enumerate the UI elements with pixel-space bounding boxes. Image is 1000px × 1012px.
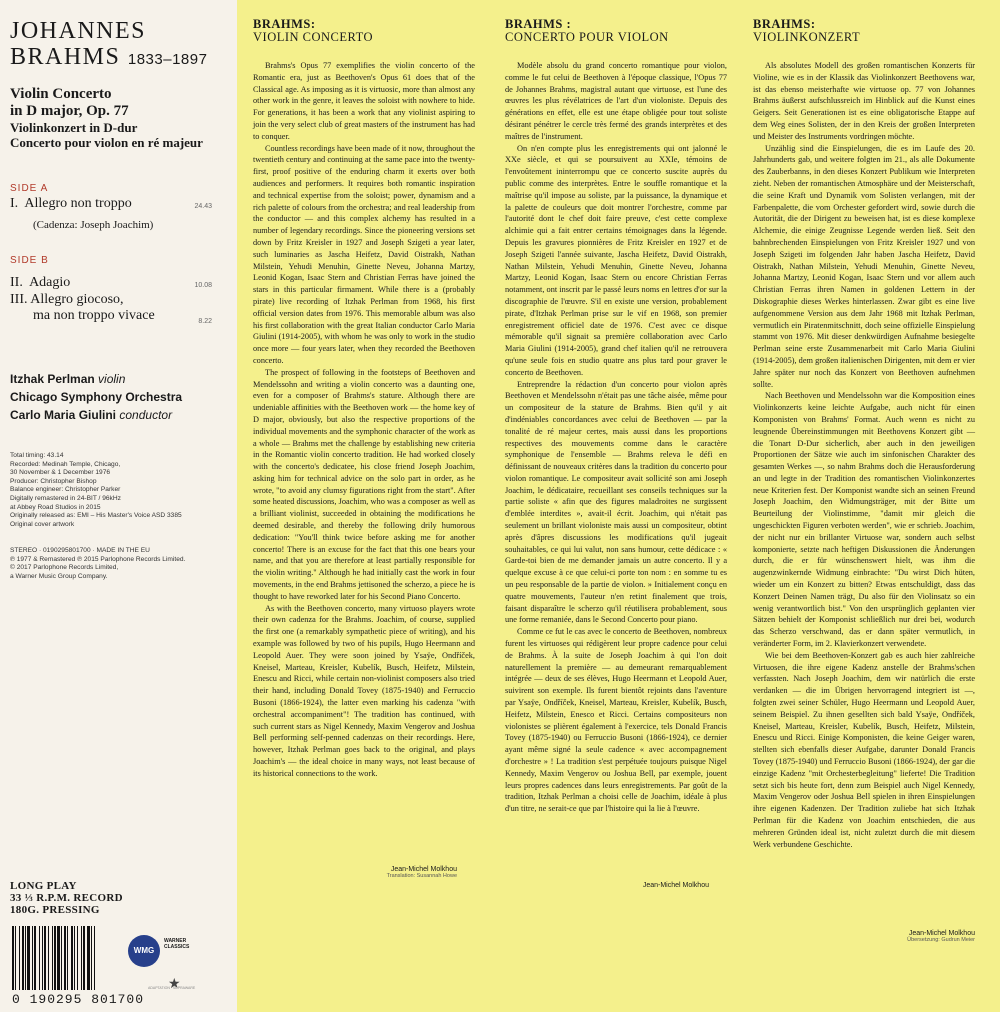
movement-time: 24.43 [194,203,212,210]
barcode [8,926,118,996]
performer-name: Carlo Maria Giulini [10,408,117,422]
notes-french [505,18,727,815]
composer-last: BRAHMS [10,44,121,70]
star-icon: ★ [168,977,181,992]
performer-role: conductor [119,408,173,422]
translator-name: Übersetzung: Gudrun Meier [907,937,975,943]
side-a-label: SIDE A [10,183,49,194]
barcode-number: 0 190295 801700 [12,992,145,1007]
performer-orchestra [10,390,182,404]
notes-subheading: VIOLINKONZERT [753,30,861,44]
notes-paragraph: Modèle absolu du grand concerto romantique pour violon, comme le fut celui de Beethoven à l'époque classique, l'Opus 77 de Johannes Brahms, magistral autant que virtuose, est l'une des œuvres les plus révélatrices de l'art d'un violoniste. Depuis des générations en effet, elle est une étape obligée pour tout soliste désirant pénétrer le cercle très fermé des grands interprètes et des maîtres de l'instrument. [505,61,727,141]
liner-notes-panel [237,0,1000,1012]
movement-number: I. [10,196,19,211]
notes-paragraph: On n'en compte plus les enregistrements qui ont jalonné le XXe siècle, et qui se poursuivent au XXIe, témoins de l'envoûtement ininterrompu que ce concerto suscite auprès du public comme des interprètes. Entre le souffle romantique et la maîtrise qu'il impose au soliste, par la puissance, la dynamique et la palette de couleurs que doit montrer l'orchestre, comme par l'autorité dont le chef doit faire preuve, c'est cette complexe alchimie qui a fait entrer certains témoignages dans la légende. Depuis les gravures pionnières de Fritz Kreisler en 1927 et de Joseph Szigeti l'année suivante, Jascha Heifetz, David Oistrakh, Nathan Milstein, Yehudi Menuhin, Ginette Neveu, Johanna Martzy, Leonid Kogan, Isaac Stern ou encore Christian Ferras notamment, ont inscrit par le passé leurs noms en lettres d'or sur la discographie de l'œuvre. S'il en existe une version, probablement pirate, d'Itzhak Perlman prise sur le vif en 1968, son premier enregistrement officiel date de 1976. C'est avec ce disque mémorable qu'il signait sa première collaboration avec Carlo Maria Giulini (1914-2005), grand chef italien qu'il ne retrouvera qu'une seule fois en studio quatre ans plus tard pour graver le concerto de Beethoven. [505,143,727,377]
movement-title-cont: ma non troppo vivace [33,308,155,323]
author-name: Jean-Michel Molkhou [908,930,975,937]
signature-en [337,866,457,879]
performer-name: Chicago Symphony Orchestra [10,390,183,404]
movement-2 [10,275,210,291]
composer-dates: 1833–1897 [127,51,208,68]
performer-name: Itzhak Perlman [10,372,95,386]
label-name: WARNER CLASSICS [164,938,190,950]
notes-heading: BRAHMS: [753,17,816,31]
alt-title-de: Violinkonzert in D-dur [10,120,138,135]
signature-fr [589,882,709,889]
notes-paragraph: Brahms's Opus 77 exemplifies the violin concerto of the Romantic era, just as Beethoven's Opus 61 does that of the Classical age. As imposing as it is virtuosic, more than almost any other work in the genre, it leaves the soloist with nowhere to hide. For generations, it has been a work that any violinist aspiring to join the very select club of great masters of the instrument has had to conquer. [253,61,475,141]
notes-paragraph: Entreprendre la rédaction d'un concerto pour violon après Beethoven et Mendelssohn n'était pas une tâche aisée, même pour un compositeur de la stature de Brahms. Bien qu'il y ait d'indéniables concordances avec celui de Beethoven — par la tonalité de ré majeur certes, mais aussi dans les proportions respectives des mouvements comme dans le caractère symphonique de l'ensemble — Brahms releva le défi en définissant de nouveaux critères dans la tradition du concerto pour violon romantique. Le compositeur avait sollicité son ami Joseph Joachim, le dédicataire, recueillant ses conseils techniques sur la partie soliste « afin que des figures maladroites ne surgissent d'emblée interdites », avait-il écrit. Joachim, qui n'était pas seulement un brillant violoniste mais aussi un compositeur, obtint après d'âpres discussions les modifications qu'il jugeait souhaitables, ce qui lui valut, non sans humour, cette dédicace : « Garde-toi bien de me demander jamais un autre concerto. Il y a quelque excuse à ce que celui-ci porte ton nom : en somme tu es un peu responsable de la partie de violon. » Initialement conçu en quatre mouvements, l'auteur n'en retint finalement que trois, faisant disparaître le scherzo qu'il réutilisera probablement, sous une forme remaniée, dans le Second Concerto pour piano. [505,379,727,625]
notes-paragraph: Comme ce fut le cas avec le concerto de Beethoven, nombreux furent les virtuoses qui rédigèrent leur propre cadence pour celui de Brahms. À la suite de Joseph Joachim à qui l'on doit naturellement la première — au demeurant remarquablement intégrée — deux de ses élèves, Hugo Heermann et Leopold Auer, suivirent son exemple. Ils furent bientôt rejoints dans l'aventure par Ysaÿe, Ondříček, Kneisel, Marteau, Kreisler, Kubelík, Busch, Heifetz, Milstein, Enesco et Ricci. Certains compositeurs non violonistes se plièrent également à l'exercice, tels Donald Francis Tovey (1875-1940) ou Ferruccio Busoni (1866-1924), ce dernier ayant même signé la seule cadence « avec accompagnement d'orchestre » ! La tradition s'est perpétuée toujours puisque Nigel Kennedy, Maxim Vengerov ou Joshua Bell, par exemple, jouent leurs propres cadences dans leurs enregistrements. Par goût de la tradition, Itzhak Perlman a choisi celle de Joachim, idéale à plus d'un titre, ne serait-ce que par l'histoire qui la lie à l'œuvre. [505,627,727,814]
notes-paragraph: As with the Beethoven concerto, many virtuoso players wrote their own cadenza for the Brahms. Joachim, of course, supplied the first one (a remarkably sympathetic piece of writing), and his example was followed by two of his pupils, Hugo Heermann and Leopold Auer. They were soon joined by Ysaÿe, Ondříček, Kneisel, Marteau, Kreisler, Kubelík, Busch, Heifetz, Milstein, Enescu and Ricci, while certain non-violinist composers also tried their hand, including Donald Tovey (1875-1940) and Ferruccio Busoni (1866-1924), the latter even marking his cadenza "with orchestral accompaniment"! The tradition has continued, with such current stars as Nigel Kennedy, Maxim Vengerov and Joshua Bell performing self-penned cadenzas on their recordings. Here, however, Itzhak Perlman goes back to the original, and plays Joachim's — the ideal choice in many ways, not least because of its historical connections to the work. [253,603,475,778]
notes-paragraph: Nach Beethoven und Mendelssohn war die Komposition eines Violinkonzerts keine leichte Aufgabe, auch nicht für einen Komponisten von Brahms' Format. Auch wenn es nicht zu leugnende Übereinstimmungen mit Beethovens Konzert gibt — die Tonart D-Dur sicherlich, aber auch in den jeweiligen Proportionen der Sätze wie auch im sinfonischen Charakter des gesamten Werkes —, so nahm Brahms doch die Herausforderung an und legte in der Tradition des romantischen Violinkonzertes neue Kriterien fest. Der Komponist wandte sich an seinen Freund Joseph Joachim, den Widmungsträger, mit der Bitte um Beurteilung der Violinstimme, "damit mir gleich die ungeschickten Figuren verboten werden", wie er schrieb. Joachim, der nicht nur ein brillanter Virtuose war, sondern auch selbst komponierte, setzte nach heftigen Diskussionen die Änderungen durch, die er für wünschenswert hielt, was ihm die augenzwinkernde Widmung einbrachte: "Du wirst Dich hüten, wieder um ein Konzert zu bitten? Etwas entschuldigt, dass das Konzert Deinen Namen trägt, Du also für den Violinsatz so ein wenig verantwortlich bist." Von den ursprünglich geplanten vier Sätzen behielt der Komponist schließlich nur drei bei, wodurch das Scherzo verschwand, das er dann später vermutlich, in veränderter Form, im 2. Klavierkonzert verwendete. [753,391,975,649]
author-name: Jean-Michel Molkhou [642,882,709,889]
warner-logo-icon: WMG [128,935,160,967]
movement-3 [10,292,210,324]
notes-heading: BRAHMS : [505,17,572,31]
performer-conductor [10,408,172,422]
notes-paragraph: Als absolutes Modell des großen romantischen Konzerts für Violine, wie es in der Klassik das Violinkonzert Beethovens war, ist das ebenso meisterhafte wie virtuose op. 77 von Johannes Brahms äußerst aufschlussreich im Hinblick auf die Kunst eines Geigers. Seit Generationen ist es eine obligatorische Etappe auf dem Weg eines Solisten, der in den Kreis der großen Interpreten und Meister des Instruments vordringen möchte. [753,61,975,141]
movement-title: Adagio [29,275,71,290]
notes-paragraph: Wie bei dem Beethoven-Konzert gab es auch hier zahlreiche Virtuosen, die ihre eigene Kadenz anstelle der Brahms'schen verfassten. Nach Joseph Joachim, dem wir natürlich die erste verdanken — die im Übrigen hervorragend integriert ist —, folgten zwei seiner Schüler, Hugo Heermann und Leopold Auer, seinem Beispiel. Zu ihnen gesellten sich bald Ysaÿe, Ondříček, Kneisel, Marteau, Kreisler, Kubelík, Busch, Heifetz, Milstein, Enescu und Ricci. Einige Komponisten, die keine Geiger waren, stellten sich ebenfalls dieser Aufgabe, darunter Donald Francis Tovey (1875-1940) und Ferruccio Busoni (1866-1924), der gar die einzige Kadenz "mit Orchesterbegleitung" lieferte! Die Tradition setzt sich bis heute fort, denn zum Beispiel auch Nigel Kennedy, Maxim Vengerov oder Joshua Bell spielen in ihren Einspielungen ihre eigenen Kadenzen. Der Tradition zuliebe hat sich Itzhak Perlman für die Kadenz von Joachim entschieden, die aus mehreren Gründen ideal ist, nicht zuletzt durch die mit diesem Werk verbundene Geschichte. [753,650,975,849]
lp-line3: 180G. PRESSING [10,904,100,916]
movement-title: Allegro giocoso, [30,292,124,307]
recording-credits: Total timing: 43.14 Recorded: Medinah Temple, Chicago, 30 November & 1 December 1976 Producer: Christopher Bishop Balance engineer: Christopher Parker Digitally remastered in 24-BIT / 96kHz at Abbey Road Studios in 2015 Originally released as: EMI – His Master's Voice ASD 3385 Original cover artwork [10,452,182,528]
movement-time: 8.22 [198,318,212,325]
movement-1 [10,196,210,212]
work-title [10,86,129,120]
legal-notice: STEREO · 0190295801700 · MADE IN THE EU ℗ 1977 & Remastered ℗ 2015 Parlophone Records Limited. © 2017 Parlophone Records Limited, a Warner Music Group Company. [10,547,186,580]
notes-heading: BRAHMS: [253,17,316,31]
lp-line1: LONG PLAY [10,880,77,892]
side-b-label: SIDE B [10,255,49,266]
movement-time: 10.08 [194,282,212,289]
notes-german [753,18,975,850]
performer-soloist [10,372,125,386]
lp-line2: 33 ⅓ R.P.M. RECORD [10,892,123,904]
notes-paragraph: The prospect of following in the footsteps of Beethoven and Mendelssohn and writing a violin concerto was a daunting one, even for a composer of Brahms's stature. Although there are undeniable affinities with the Beethoven work — the home key of D major, obviously, but also the respective proportions of the individual movements and the symphonic character of the work as a whole — Brahms met the challenge by establishing new criteria in the Romantic violin concerto tradition. He had worked closely with the concerto's dedicatee, his close friend Joseph Joachim, asking him for technical advice on the solo part in order, as he wrote, "to avoid any clumsy figurations right from the start". After some heated discussions, Joachim, who was a composer as well as a brilliant violinist, succeeded in obtaining the modifications he deemed desirable, and thereby the following drily humorous dedication: "You'll think twice before asking me for another concerto! There is an excuse for the fact that this one bears your name, and that you are therefore at least partially responsible for the violin writing." Although he had initially cast the work in four movements, in the end Brahms jettisoned the scherzo, a piece he is thought to have reworked later for his Second Piano Concerto. [253,367,475,601]
alt-titles [10,120,203,150]
performer-role: violin [98,372,126,386]
alt-title-fr: Concerto pour violon en ré majeur [10,135,203,150]
cadenza-note: (Cadenza: Joseph Joachim) [33,219,154,231]
movement-number: II. [10,275,23,290]
work-title-line1: Violin Concerto [10,86,112,102]
left-panel [0,0,237,1012]
movement-number: III. [10,292,28,307]
notes-paragraph: Countless recordings have been made of it now, throughout the twentieth century and continuing at the same pace into the twenty-first, proof positive of the enduring charm it exerts over both audiences and performers. It requires both romantic inspiration and technical expertise from the soloist; power, dynamism and a rich palette of colours from the orchestra; and real leadership from the conductor — and this complex alchemy has resulted in a number of legendary recordings. Since the pioneering versions set down by Fritz Kreisler in 1927 and Joseph Szigeti a year later, such luminaries as Jascha Heifetz, David Oistrakh, Nathan Milstein, Yehudi Menuhin, Ginette Neveu, Johanna Martzy, Leonid Kogan, Isaac Stern and Christian Ferras have joined the stars in this particular firmament. While there is a (probably pirate) live recording of Itzhak Perlman from 1968, his first official version dates from 1976. This memorable album was also his first collaboration with the great Italian conductor Carlo Maria Giulini (1914-2005), with whom he was only to work in the studio once more — four years later, when they recorded the Beethoven concerto. [253,143,475,365]
notes-english [253,18,475,780]
notes-subheading: CONCERTO POUR VIOLON [505,30,669,44]
translator-name: Translation: Susannah Howe [386,873,457,879]
notes-subheading: VIOLIN CONCERTO [253,30,374,44]
lp-info [10,880,123,916]
small-print: ADAPTATION · SUPRAWARE [148,986,196,990]
notes-paragraph: Unzählig sind die Einspielungen, die es im Laufe des 20. Jahrhunderts gab, und weitere folgten im 21., als alle Dokumente des Zauberbanns, in den dieses Konzert Publikum wie Interpreten zieht. Neben der romantischen Atmosphäre und der Meisterschaft, die seine Kraft und Dynamik vom Solisten verlangen, mit der Farbenpalette, die vom Orchester gefordert wird, sowie durch die Autorität, die der Dirigent zu beweisen hat, ist es diese komplexe Alchemie, die einige Zeugnisse Legende werden ließ. Seit den bahnbrechenden Einspielungen von Fritz Kreisler 1927 und von Joseph Szigeti im folgenden Jahr haben Jascha Heifetz, David Oistrakh, Nathan Milstein, Yehudi Menuhin, Ginette Neveu, Johanna Martzy, Leonid Kogan, Isaac Stern und vor allem auch Christian Ferras ihren Namen in goldenen Lettern in der Diskographie dieses Werkes hinterlassen. Zwar gibt es eine live aufgenommene Version aus dem Jahr 1968 mit Itzhak Perlman, vermutlich ein Piratenmitschnitt, doch seine offizielle Einspielung stammt von 1976. Mit dieser denkwürdigen Aufnahme besiegelte Perlman seine erste Zusammenarbeit mit Carlo Maria Giulini (1914-2005), dem großen italienischen Dirigenten, mit dem er vier Jahre später nur noch das Konzert von Beethoven aufnehmen sollte. [753,143,975,389]
work-title-line2: in D major, Op. 77 [10,103,129,119]
signature-de [855,930,975,943]
author-name: Jean-Michel Molkhou [390,866,457,873]
composer-name [10,18,207,73]
movement-title: Allegro non troppo [24,196,132,211]
composer-first: JOHANNES [10,18,147,44]
